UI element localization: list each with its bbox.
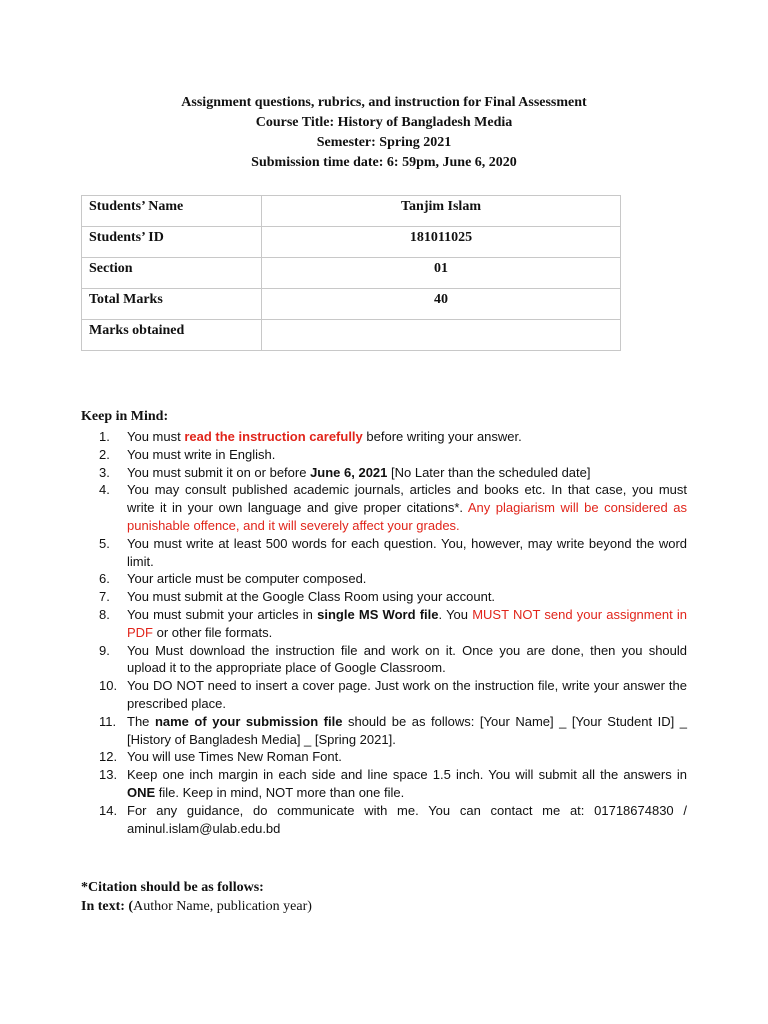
table-label: Total Marks — [82, 289, 262, 320]
marks-obtained-value — [262, 320, 621, 351]
list-item: 6. Your article must be computer composed. — [99, 571, 367, 587]
in-text-label: In text: ( — [81, 899, 134, 914]
document-header — [0, 93, 768, 173]
table-label: Students’ ID — [82, 227, 262, 258]
course-title: Course Title: History of Bangladesh Media — [255, 115, 513, 130]
in-text-format: Author Name, publication year) — [133, 899, 312, 914]
list-item: 14. For any guidance, do communicate with me. You can contact me at: 01718674830 / aminul.islam@ulab.edu.bd — [99, 802, 687, 836]
table-value: 01 — [262, 258, 621, 289]
list-item: 9. You Must download the instruction file and work on it. Once you are done, then you should upload it to the appropriate place of Google Classroom. — [99, 642, 687, 676]
table-row — [82, 227, 621, 258]
list-item: 11. The name of your submission file should be as follows: [Your Name] _ [Your Student ID] _ [History of Bangladesh Media] _ [Spring 2021]. — [99, 713, 687, 747]
list-item: 2. You must write in English. — [99, 446, 276, 462]
student-info-table — [81, 195, 621, 351]
table-label: Marks obtained — [82, 320, 262, 351]
list-item: 12. You will use Times New Roman Font. — [99, 749, 342, 765]
table-value: Tanjim Islam — [262, 196, 621, 227]
table-row — [82, 258, 621, 289]
table-value: 181011025 — [262, 227, 621, 258]
list-item: 8. You must submit your articles in single MS Word file. You MUST NOT send your assignment in PDF or other file formats. — [99, 606, 687, 640]
contact-info: For any guidance, do communicate with me. You can contact me at: 01718674830 / aminul.islam@ulab.edu.bd — [127, 802, 687, 836]
list-item: 4. You may consult published academic journals, articles and books etc. In that case, you must write it in your own language and give proper citations*. Any plagiarism will be considered as punishable offence, and it will severely affect your grades. — [99, 482, 687, 533]
citation-in-text — [81, 899, 312, 915]
assignment-title: Assignment questions, rubrics, and instruction for Final Assessment — [181, 95, 587, 110]
table-label: Section — [82, 258, 262, 289]
list-item: 7. You must submit at the Google Class Room using your account. — [99, 589, 496, 605]
list-item: 13. Keep one inch margin in each side and line space 1.5 inch. You will submit all the answers in ONE file. Keep in mind, NOT more than one file. — [99, 767, 687, 800]
list-item: 3. You must submit it on or before June 6, 2021 [No Later than the scheduled date] — [99, 464, 591, 480]
table-row — [82, 289, 621, 320]
list-item: 1. You must read the instruction carefully before writing your answer. — [99, 429, 522, 444]
list-item: 10. You DO NOT need to insert a cover page. Just work on the instruction file, write your answer the prescribed place. — [99, 678, 687, 711]
semester: Semester: Spring 2021 — [316, 135, 452, 150]
table-row — [82, 196, 621, 227]
citation-heading: *Citation should be as follows: — [81, 880, 264, 895]
table-label: Students’ Name — [82, 196, 262, 227]
table-row — [82, 320, 621, 351]
list-item: 5. You must write at least 500 words for each question. You, however, may write beyond the word limit. — [99, 535, 687, 569]
table-value: 40 — [262, 289, 621, 320]
instruction-list — [81, 428, 687, 837]
submission-deadline: Submission time date: 6: 59pm, June 6, 2020 — [251, 155, 517, 170]
keep-in-mind-heading: Keep in Mind: — [81, 409, 169, 424]
